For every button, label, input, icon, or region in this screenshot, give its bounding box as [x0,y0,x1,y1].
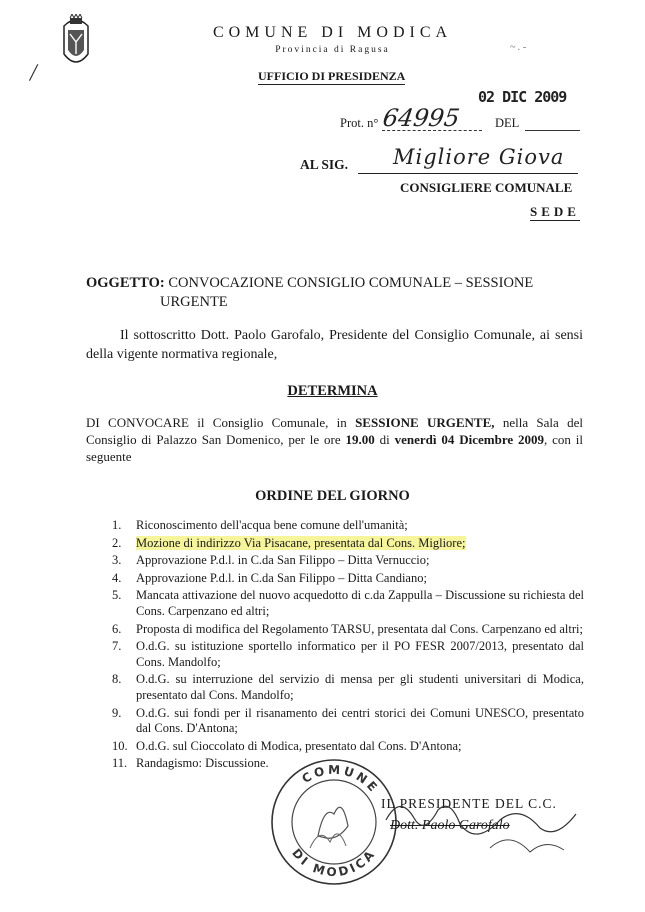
agenda-item [112,588,584,619]
agenda-item-text: O.d.G. su interruzione del servizio di mensa per gli studenti universitari di Modica, presentato dal Cons. Mandolfo; [136,672,584,702]
agenda-item-number: 1. [112,518,122,532]
agenda-item [112,518,584,534]
recipient-name: Migliore Giova [393,145,565,169]
agenda-item-number: 3. [112,553,122,568]
agenda-item-text: O.d.G. su istituzione sportello informatico per il PO FESR 2007/2013, presentato dal Cons. Mandolfo; [136,639,584,669]
convocation-session: SESSIONE URGENTE, [355,415,495,430]
protocol-number: 64995 [381,104,462,132]
svg-text:DI MODICA [289,846,379,879]
subject-label: OGGETTO: [86,275,165,291]
agenda-item-number: 7. [112,639,122,654]
convocation-date: venerdì 04 Dicembre 2009 [394,432,544,447]
agenda-item [112,536,584,552]
coat-of-arms-icon [58,14,94,72]
date-stamp: 02 DIC 2009 [478,88,567,106]
office-name: UFFICIO DI PRESIDENZA [258,69,406,83]
agenda-item [112,706,584,737]
protocol-label: Prot. n° [340,116,379,130]
agenda-item [112,739,584,755]
province-name: Provincia di Ragusa [275,45,390,55]
signature-title: IL PRESIDENTE DEL C.C. [381,796,557,811]
date-line [525,130,580,131]
margin-scribble: ~ . - [510,42,527,53]
agenda-item [112,639,584,670]
agenda-item-text: O.d.G. sui fondi per il risanamento dei centri storici dei Comuni UNESCO, presentato dal Cons. D'Antona; [136,705,584,736]
agenda-item-text: Riconoscimento dell'acqua bene comune dell'umanità; [136,518,408,532]
agenda-item-text: Approvazione P.d.l. in C.da San Filippo – Ditta Candiano; [136,570,427,585]
determina-heading: DETERMINA [287,383,378,399]
date-label: DEL [495,116,520,130]
agenda-item-text-highlighted: Mozione di indirizzo Via Pisacane, presentata dal Cons. Migliore; [136,535,466,550]
agenda-item-number: 10. [112,738,128,753]
agenda-list [112,518,584,774]
convocation-text-1: DI CONVOCARE il Consiglio Comunale, in [86,415,356,430]
agenda-item-text: Mancata attivazione del nuovo acquedotto di c.da Zappulla – Discussione su richiesta del Cons. Carpenzano ed altri; [136,588,584,618]
subject-line-2: URGENTE [160,294,228,310]
margin-mark: / [28,57,40,88]
seal-top-text: COMUNE [299,762,382,797]
agenda-item [112,622,584,638]
convocation-text-3: di [374,432,395,447]
agenda-item-text: Randagismo: Discussione. [136,756,269,771]
municipality-name: COMUNE DI MODICA [212,24,453,41]
handwritten-signature [380,790,580,860]
intro-paragraph: Il sottoscritto Dott. Paolo Garofalo, Presidente del Consiglio Comunale, ai sensi della vigente normativa regionale, [86,328,583,362]
agenda-item [112,571,584,587]
agenda-item [112,672,584,703]
svg-text:COMUNE [299,763,381,796]
agenda-item-text: Proposta di modifica del Regolamento TARSU, presentata dal Cons. Carpenzano ed altri; [136,621,583,636]
agenda-item [112,553,584,569]
agenda-item-number: 8. [112,672,122,687]
convocation-text-4: , con il seguente [86,432,583,464]
convocation-paragraph [86,414,583,465]
agenda-item-number: 2. [112,535,122,550]
agenda-item-text: O.d.G. sul Cioccolato di Modica, presentato dal Cons. D'Antona; [136,738,462,753]
subject-line-1: CONVOCAZIONE CONSIGLIO COMUNALE – SESSIONE [168,275,534,291]
recipient-label: AL SIG. [300,157,349,172]
agenda-item-number: 4. [112,570,122,585]
agenda-item-number: 9. [112,705,122,720]
agenda-item-text: Approvazione P.d.l. in C.da San Filippo – Ditta Vernuccio; [136,553,430,568]
convocation-time: 19.00 [345,432,375,447]
agenda-item-number: 11. [112,756,128,771]
agenda-item-number: 6. [112,621,122,636]
protocol-line [382,130,482,131]
signature-name: Dott. Paolo Garofalo [390,818,510,833]
agenda-title: ORDINE DEL GIORNO [255,488,410,504]
convocation-text-2: nella Sala del Consiglio di Palazzo San Domenico, per le ore [86,415,583,447]
recipient-line [358,173,578,174]
subject [86,274,586,312]
agenda-item-number: 5. [112,588,122,603]
seal-bottom-text: DI MODICA [289,846,379,880]
recipient-role: CONSIGLIERE COMUNALE [400,180,573,195]
recipient-sede: SEDE [530,204,580,219]
